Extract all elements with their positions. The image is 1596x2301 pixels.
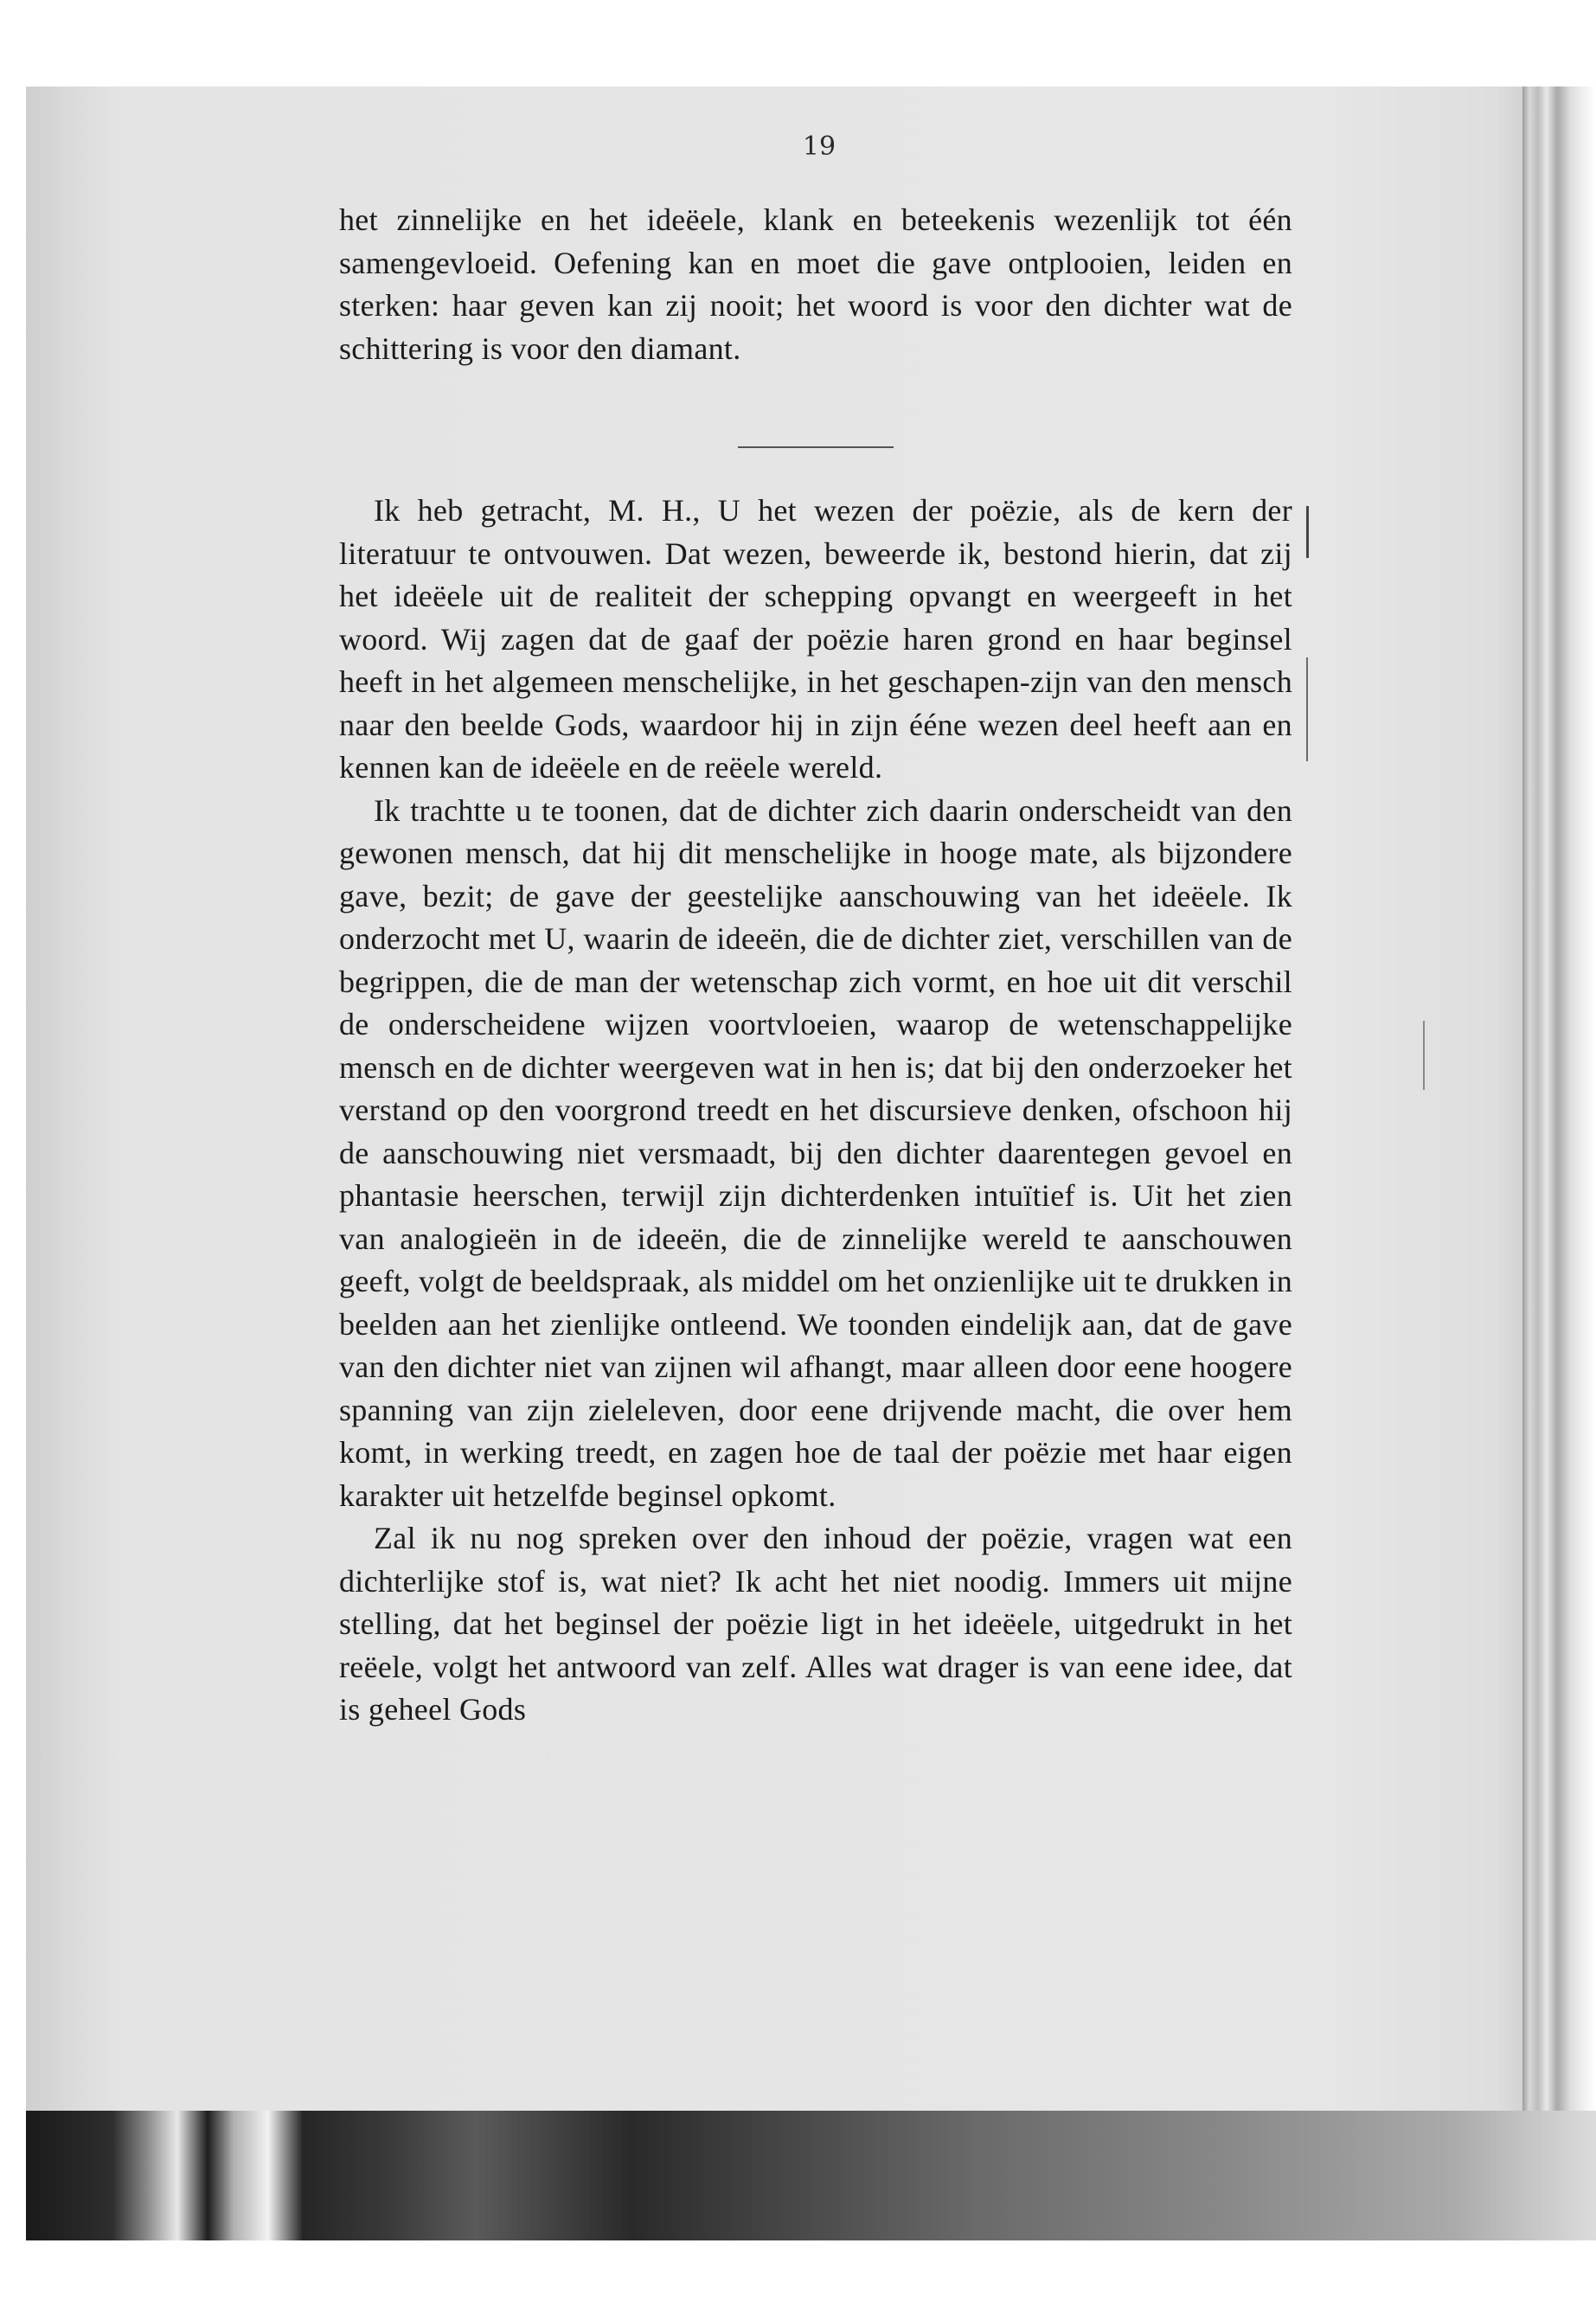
- scan-border-bottom: [26, 2111, 1596, 2240]
- page-number: 19: [802, 131, 836, 162]
- body-text: [339, 199, 1292, 1732]
- section-gap-bottom: [339, 448, 1292, 490]
- margin-mark: [1423, 1021, 1425, 1090]
- margin-mark: [1306, 657, 1308, 761]
- margin-mark: [1306, 506, 1309, 558]
- book-edge-right: [1522, 87, 1596, 2145]
- paragraph-continuation: het zinnelijke en het ideëele, klank en beteekenis wezenlijk tot één samengevloeid. Oefening kan en moet die gave ontplooien, leiden en sterken: haar geven kan zij nooit; het woord is voor den dichter wat de schittering is voor den diamant.: [339, 202, 1292, 366]
- section-separator-rule: [738, 446, 894, 448]
- paragraph-summary-essence: Ik heb getracht, M. H., U het wezen der poëzie, als de kern der literatuur te ontvouwen. Dat wezen, beweerde ik, bestond hierin, dat zij het ideëele uit de realiteit der schepping opvangt en weergeeft in het woord. Wij zagen dat de gaaf der poëzie haren grond en haar beginsel heeft in het algemeen menschelijke, in het geschapen-zijn van den mensch naar den beelde Gods, waardoor hij in zijn ééne wezen deel heeft aan en kennen kan de ideëele en de reëele wereld.: [339, 493, 1292, 785]
- section-gap-top: [339, 370, 1292, 446]
- paragraph-content-question: Zal ik nu nog spreken over den inhoud der poëzie, vragen wat een dichterlijke stof is, wat niet? Ik acht het niet noodig. Immers uit mijne stelling, dat het beginsel der poëzie ligt in het ideëele, uitgedrukt in het reëele, volgt het antwoord van zelf. Alles wat drager is van eene idee, dat is geheel Gods: [339, 1521, 1292, 1727]
- paragraph-summary-poet: Ik trachtte u te toonen, dat de dichter zich daarin onderscheidt van den gewonen mensch, dat hij dit menschelijke in hooge mate, als bijzondere gave, bezit; de gave der geestelijke aanschouwing van het ideëele. Ik onderzocht met U, waarin de ideeën, die de dichter ziet, verschillen van de begrippen, die de man der wetenschap zich vormt, en hoe uit dit verschil de onderscheidene wijzen voortvloeien, waarop de wetenschappelijke mensch en de dichter weergeven wat in hen is; dat bij den onderzoeker het verstand op den voorgrond treedt en het discursieve denken, ofschoon hij de aanschouwing niet versmaadt, bij den dichter daarentegen gevoel en phantasie heerschen, terwijl zijn dichterdenken intuïtief is. Uit het zien van analogieën in de ideeën, die de zinnelijke wereld te aanschouwen geeft, volgt de beeldspraak, als middel om het onzienlijke uit te drukken in beelden aan het zienlijke ontleend. We toonden eindelijk aan, dat de gave van den dichter niet van zijnen wil afhangt, maar alleen door eene hoogere spanning van zijn zieleleven, door eene drijvende macht, die over hem komt, in werking treedt, en zagen hoe de taal der poëzie met haar eigen karakter uit hetzelfde beginsel opkomt.: [339, 792, 1292, 1513]
